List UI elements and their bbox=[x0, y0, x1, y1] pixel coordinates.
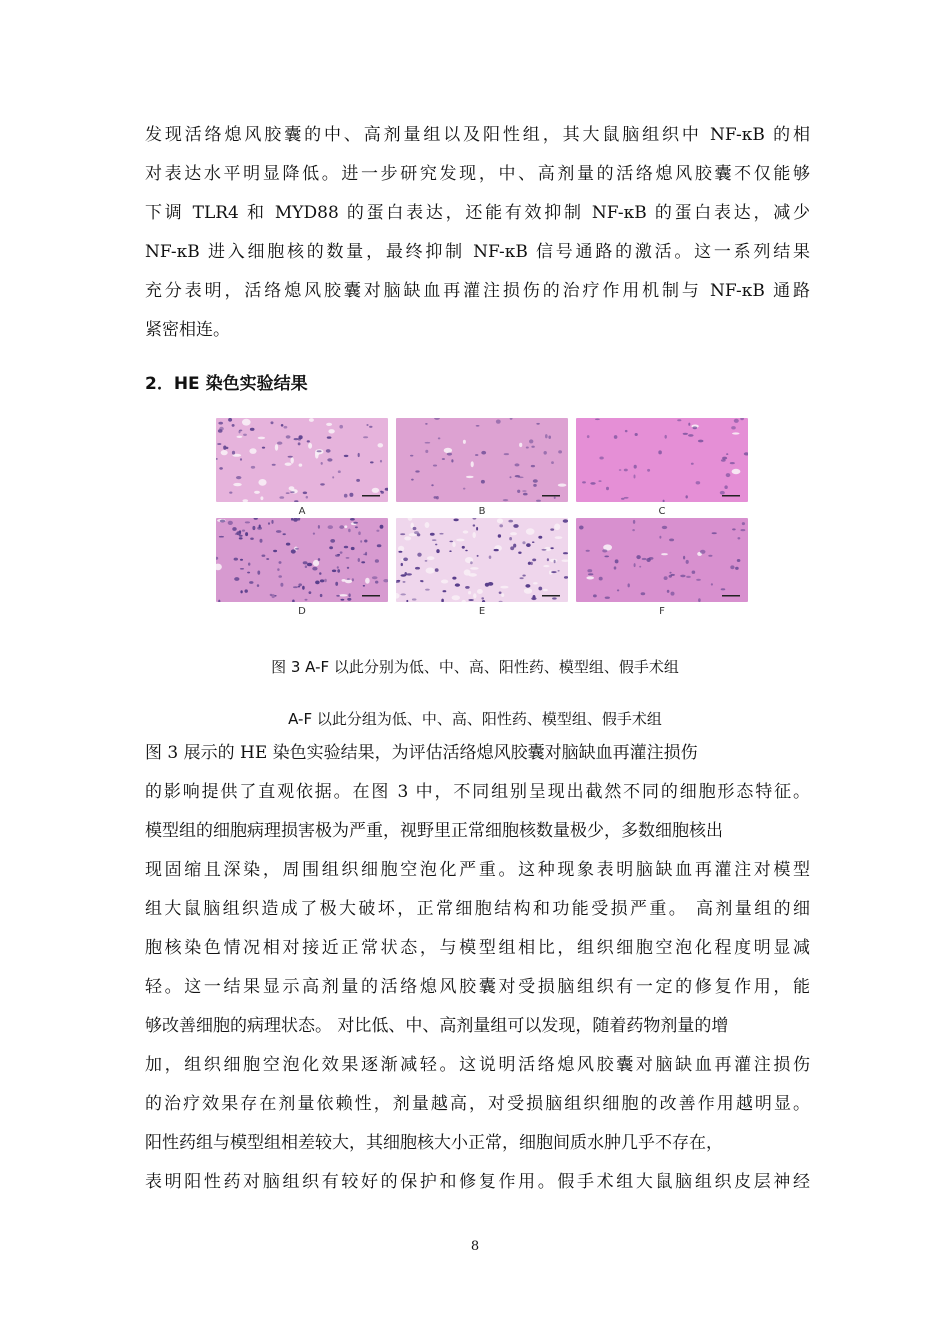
figure-subcaption: A-F 以此分组为低、中、高、阳性药、模型组、假手术组 bbox=[288, 710, 662, 728]
histology-image bbox=[576, 418, 748, 502]
panel-label-f: F bbox=[659, 606, 665, 617]
text-line: 下调 TLR4 和 MYD88 的蛋白表达，还能有效抑制 NF-κB 的蛋白表达，减少 bbox=[145, 203, 810, 223]
text-line: 对表达水平明显降低。进一步研究发现，中、高剂量的活络熄风胶囊不仅能够 bbox=[145, 164, 810, 184]
text-line: 加，组织细胞空泡化效果逐渐减轻。这说明活络熄风胶囊对脑缺血再灌注损伤 bbox=[145, 1055, 810, 1075]
text-line: NF-κB 进入细胞核的数量，最终抑制 NF-κB 信号通路的激活。这一系列结果 bbox=[145, 242, 810, 262]
text-line: 胞核染色情况相对接近正常状态，与模型组相比，组织细胞空泡化程度明显减 bbox=[145, 938, 810, 958]
histology-panel-b bbox=[396, 418, 568, 502]
figure-caption: 图 3 A-F 以此分别为低、中、高、阳性药、模型组、假手术组 bbox=[271, 658, 679, 676]
panel-label-e: E bbox=[478, 606, 486, 617]
paragraph-body bbox=[145, 734, 810, 1202]
panel-label-b: B bbox=[478, 506, 486, 517]
text-line: 充分表明，活络熄风胶囊对脑缺血再灌注损伤的治疗作用机制与 NF-κB 通路 bbox=[145, 281, 810, 301]
histology-panel-c bbox=[576, 418, 748, 502]
he-stain-figure bbox=[216, 418, 748, 628]
section-heading: 2．HE 染色实验结果 bbox=[145, 374, 308, 394]
histology-image bbox=[396, 418, 568, 502]
text-line: 的影响提供了直观依据。在图 3 中，不同组别呈现出截然不同的细胞形态特征。 bbox=[145, 782, 810, 802]
panel-label-a: A bbox=[298, 506, 306, 517]
panel-label-c: C bbox=[658, 506, 666, 517]
text-line: 组大鼠脑组织造成了极大破坏，正常细胞结构和功能受损严重。 高剂量组的细 bbox=[145, 899, 810, 919]
text-line: 轻。这一结果显示高剂量的活络熄风胶囊对受损脑组织有一定的修复作用，能 bbox=[145, 977, 810, 997]
paragraph-top bbox=[145, 116, 810, 350]
text-line: 的治疗效果存在剂量依赖性，剂量越高，对受损脑组织细胞的改善作用越明显。 bbox=[145, 1094, 810, 1114]
text-line: 现固缩且深染，周围组织细胞空泡化严重。这种现象表明脑缺血再灌注对模型 bbox=[145, 860, 810, 880]
text-line: 紧密相连。 bbox=[145, 320, 230, 340]
text-line: 模型组的细胞病理损害极为严重，视野里正常细胞核数量极少，多数细胞核出 bbox=[145, 821, 723, 841]
histology-image bbox=[216, 518, 388, 602]
text-line: 够改善细胞的病理状态。 对比低、中、高剂量组可以发现，随着药物剂量的增 bbox=[145, 1016, 729, 1036]
text-line: 发现活络熄风胶囊的中、高剂量组以及阳性组，其大鼠脑组织中 NF-κB 的相 bbox=[145, 125, 810, 145]
histology-image bbox=[576, 518, 748, 602]
histology-panel-a bbox=[216, 418, 388, 502]
panel-label-d: D bbox=[298, 606, 306, 617]
text-line: 阳性药组与模型组相差较大，其细胞核大小正常，细胞间质水肿几乎不存在， bbox=[145, 1133, 723, 1153]
text-line: 图 3 展示的 HE 染色实验结果，为评估活络熄风胶囊对脑缺血再灌注损伤 bbox=[145, 743, 698, 763]
text-line: 表明阳性药对脑组织有较好的保护和修复作用。假手术组大鼠脑组织皮层神经 bbox=[145, 1172, 810, 1192]
histology-panel-d bbox=[216, 518, 388, 602]
histology-image bbox=[216, 418, 388, 502]
histology-image bbox=[396, 518, 568, 602]
histology-panel-f bbox=[576, 518, 748, 602]
page-number: 8 bbox=[470, 1239, 480, 1254]
histology-panel-e bbox=[396, 518, 568, 602]
